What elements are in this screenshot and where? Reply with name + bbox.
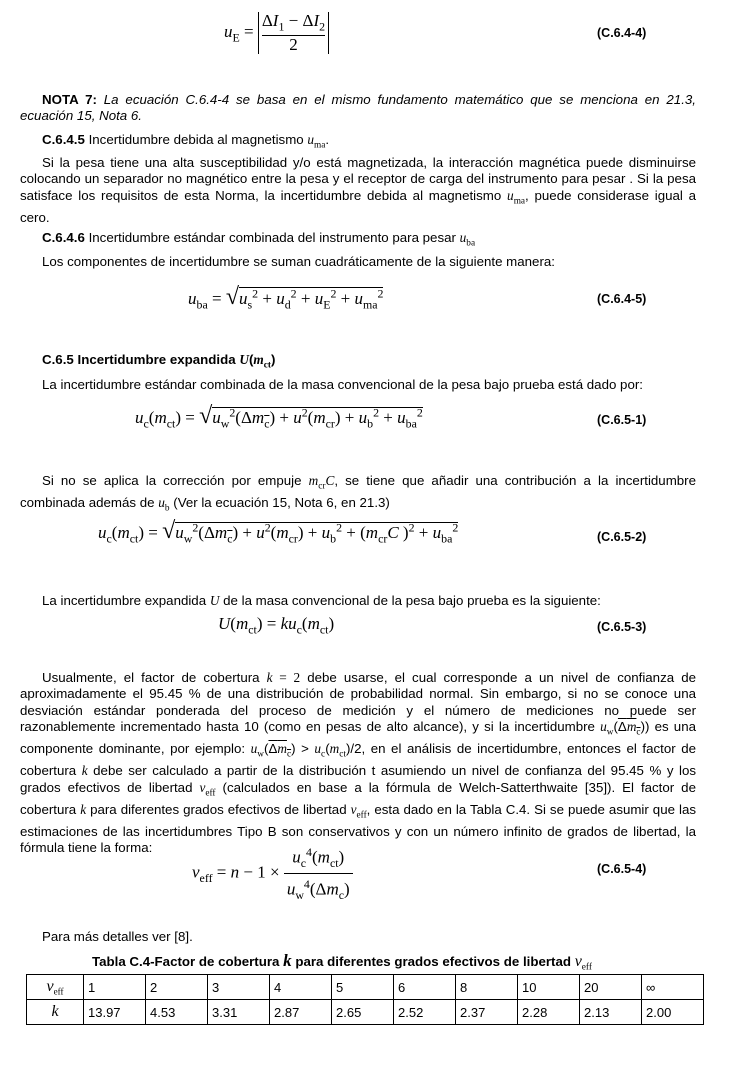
paragraph-c65-2: Si no se aplica la corrección por empuje $m_{cr}C$, se tiene que añadir una contribución a la incertidumbre combinada además de $u_b$ (Ver la ecuación 15, Nota 6, en 21.3) xyxy=(20,473,696,514)
equation-c652: $u_c(m_{ct}) = √u_w^2(\Delta m_c) + u^2(m_{cr}) + u_b^2 + (m_{cr}C$ )$^2 + u_{ba}^2$ xyxy=(98,518,459,546)
equation-c645: $u_{ba} = √u_s^2 + u_d^2 + u_E^2 + u_{ma}^2$ xyxy=(188,284,384,312)
paragraph-c65-4: Usualmente, el factor de cobertura k = 2 debe usarse, el cual corresponde a un nivel de confianza de aproximadamente el 95.45 % de una distribución de probabilidad normal. Sin embargo, si no se conoce una desviación estándar ponderada del proceso de medición y el número de mediciones no puede ser razonablemente incrementado hasta 10 (como en pesas de alto alcance), y si la incertidumbre $u_w(\Delta m_c)$) es una componente dominante, por ejemplo: $u_w(\Delta m_c) > u_c(m_{ct})/2$, en el análisis de incertidumbre, entonces el factor de cobertura k debe ser calculado a partir de la distribución t asumiendo un nivel de confianza del 95.45 % y los grados efectivos de libertad $\nu_{eff}$ (calculados en base a la fórmula de Welch-Satterthwaite [35]). El factor de cobertura k para diferentes grados efectivos de libertad $\nu_{eff}$, esta dado en la Tabla C.4. Si se puede asumir que las estimaciones de las incertidumbres Tipo B son conservativos y con un número infinito de grados de libertad, la fórmula tiene la forma: xyxy=(20,670,696,856)
table-cell: 8 xyxy=(456,975,518,1000)
table-cell: 3.31 xyxy=(208,1000,270,1025)
equation-c653: $U(m_{ct}) = ku_c(m_{ct})$ xyxy=(218,614,335,637)
equation-label-c651: (C.6.5-1) xyxy=(597,413,647,427)
equation-c651: $u_c(m_{ct}) = √u_w^2(\Delta m_c) + u^2(m_{cr}) + u_b^2 + u_{ba}^2$ xyxy=(135,403,423,431)
table-header-symbol: $\nu_{eff}$ xyxy=(27,975,84,1000)
table-cell: 2.28 xyxy=(518,1000,580,1025)
table-row-symbol: k xyxy=(27,1000,84,1025)
table-cell: 2 xyxy=(146,975,208,1000)
nota-7-body: La ecuación C.6.4-4 se basa en el mismo fundamento matemático que se menciona en 21.3, ecuación 15, Nota 6. xyxy=(20,92,696,124)
table-caption: Tabla C.4-Factor de cobertura k para diferentes grados efectivos de libertad $\nu_{eff}$ xyxy=(92,951,592,973)
heading-c646: C.6.4.6 Incertidumbre estándar combinada del instrumento para pesar $u_{ba}$ xyxy=(42,230,476,249)
table-cell: 20 xyxy=(580,975,642,1000)
equation-c644: $u_E$ = $\frac{\Delta I_1 - \Delta I_2}{2}$ xyxy=(224,12,329,54)
equation-label-c652: (C.6.5-2) xyxy=(597,530,647,544)
section-number-c645: C.6.4.5 xyxy=(42,132,85,147)
nota-7-head: NOTA 7: xyxy=(42,92,97,107)
table-cell: 3 xyxy=(208,975,270,1000)
table-cell: 13.97 xyxy=(84,1000,146,1025)
table-cell: 1 xyxy=(84,975,146,1000)
coverage-factor-table xyxy=(26,974,704,1025)
table-cell: 2.13 xyxy=(580,1000,642,1025)
table-cell: 2.37 xyxy=(456,1000,518,1025)
table-cell: 2.52 xyxy=(394,1000,456,1025)
table-cell: 2.65 xyxy=(332,1000,394,1025)
paragraph-c65-5: Para más detalles ver [8]. xyxy=(42,929,193,944)
section-number-c65: C.6.5 xyxy=(42,352,74,367)
table-cell: 4 xyxy=(270,975,332,1000)
section-title-c65: Incertidumbre expandida xyxy=(77,352,236,367)
section-title-c645: Incertidumbre debida al magnetismo xyxy=(88,132,304,147)
paragraph-c65-1: La incertidumbre estándar combinada de la masa convencional de la pesa bajo prueba está dado por: xyxy=(42,377,643,392)
paragraph-c645: Si la pesa tiene una alta susceptibilidad y/o está magnetizada, la interacción magnética puede disminuirse colocando un separador no magnético entre la pesa y el receptor de carga del instrumento para pesar . Si la pesa satisface los requisitos de esta Norma, la incertidumbre debida al magnetismo $u_{ma}$, puede considerase igual a cero. xyxy=(20,155,696,225)
heading-c645: C.6.4.5 Incertidumbre debida al magnetismo $u_{ma}$. xyxy=(42,132,330,151)
equation-label-c653: (C.6.5-3) xyxy=(597,620,647,634)
equation-c654: $\nu_{eff} = n - 1$ × $u_c^4(m_{ct})$ $u_w^4(\Delta m_c)$ xyxy=(192,842,353,905)
table-cell: 10 xyxy=(518,975,580,1000)
table-cell: 2.00 xyxy=(642,1000,704,1025)
table-row xyxy=(27,975,704,1000)
section-title-c646: Incertidumbre estándar combinada del instrumento para pesar xyxy=(88,230,456,245)
equation-label-c644: (C.6.4-4) xyxy=(597,26,647,40)
nota-7 xyxy=(20,92,696,125)
heading-c65: C.6.5 Incertidumbre expandida $U(m_{ct})$ xyxy=(42,352,276,371)
paragraph-c646: Los componentes de incertidumbre se suman cuadráticamente de la siguiente manera: xyxy=(42,254,555,269)
section-number-c646: C.6.4.6 xyxy=(42,230,85,245)
table-cell: ∞ xyxy=(642,975,704,1000)
table-cell: 5 xyxy=(332,975,394,1000)
table-cell: 6 xyxy=(394,975,456,1000)
equation-label-c645: (C.6.4-5) xyxy=(597,292,647,306)
table-row xyxy=(27,1000,704,1025)
equation-label-c654: (C.6.5-4) xyxy=(597,862,647,876)
table-cell: 2.87 xyxy=(270,1000,332,1025)
table-cell: 4.53 xyxy=(146,1000,208,1025)
paragraph-c65-3: La incertidumbre expandida U de la masa convencional de la pesa bajo prueba es la siguiente: xyxy=(42,593,601,608)
